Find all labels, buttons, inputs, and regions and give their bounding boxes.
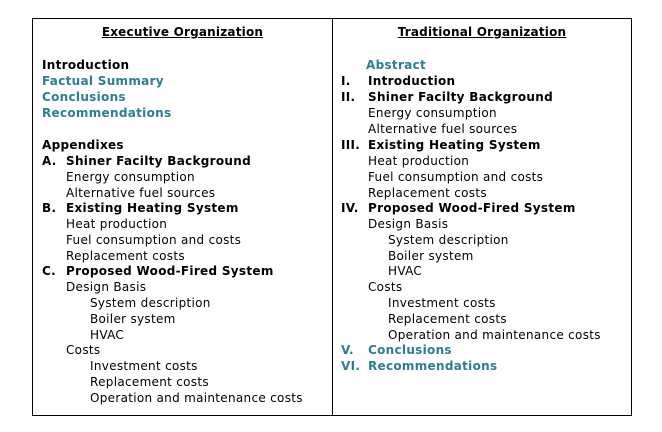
trad-iii-item: Heat production <box>368 154 470 168</box>
exec-a-item: Alternative fuel sources <box>66 186 216 200</box>
trad-abstract: Abstract <box>366 58 427 72</box>
executive-title: Executive Organization <box>101 25 264 39</box>
trad-iv-design-item: HVAC <box>388 264 423 278</box>
exec-appendix-a: A. Shiner Facilty Background <box>42 154 252 168</box>
exec-appendix-c: C. Proposed Wood-Fired System <box>42 264 274 278</box>
trad-iv-design-item: System description <box>388 233 509 247</box>
exec-factual-summary: Factual Summary <box>42 74 164 88</box>
exec-conclusions: Conclusions <box>42 90 126 104</box>
exec-c-design-item: HVAC <box>90 328 125 342</box>
exec-c-design-item: System description <box>90 296 211 310</box>
exec-a-item: Energy consumption <box>66 170 195 184</box>
column-divider <box>332 19 333 415</box>
exec-b-item: Replacement costs <box>66 249 185 263</box>
trad-iv-costs: Costs <box>368 280 403 294</box>
exec-c-costs: Costs <box>66 343 101 357</box>
trad-section-vi: VI. Recommendations <box>341 359 498 373</box>
trad-section-v: V. Conclusions <box>341 343 452 357</box>
traditional-title: Traditional Organization <box>397 25 567 39</box>
exec-c-design: Design Basis <box>66 280 147 294</box>
trad-ii-item: Energy consumption <box>368 106 497 120</box>
exec-b-item: Fuel consumption and costs <box>66 233 242 247</box>
trad-iv-costs-item: Replacement costs <box>388 312 507 326</box>
trad-iii-item: Fuel consumption and costs <box>368 170 544 184</box>
exec-c-costs-item: Operation and maintenance costs <box>90 391 303 405</box>
trad-iii-item: Replacement costs <box>368 186 487 200</box>
trad-section-ii: II. Shiner Facilty Background <box>341 90 554 104</box>
trad-iv-costs-item: Investment costs <box>388 296 496 310</box>
trad-section-i: I. Introduction <box>341 74 456 88</box>
exec-intro: Introduction <box>42 58 130 72</box>
trad-ii-item: Alternative fuel sources <box>368 122 518 136</box>
trad-iv-design: Design Basis <box>368 217 449 231</box>
exec-recommendations: Recommendations <box>42 106 172 120</box>
exec-c-design-item: Boiler system <box>90 312 176 326</box>
exec-c-costs-item: Replacement costs <box>90 375 209 389</box>
trad-iv-costs-item: Operation and maintenance costs <box>388 328 601 342</box>
trad-section-iii: III. Existing Heating System <box>341 138 541 152</box>
exec-b-item: Heat production <box>66 217 168 231</box>
trad-section-iv: IV. Proposed Wood-Fired System <box>341 201 576 215</box>
exec-appendix-b: B. Existing Heating System <box>42 201 239 215</box>
comparison-table <box>32 18 632 416</box>
exec-c-costs-item: Investment costs <box>90 359 198 373</box>
trad-iv-design-item: Boiler system <box>388 249 474 263</box>
exec-appendixes: Appendixes <box>42 138 124 152</box>
